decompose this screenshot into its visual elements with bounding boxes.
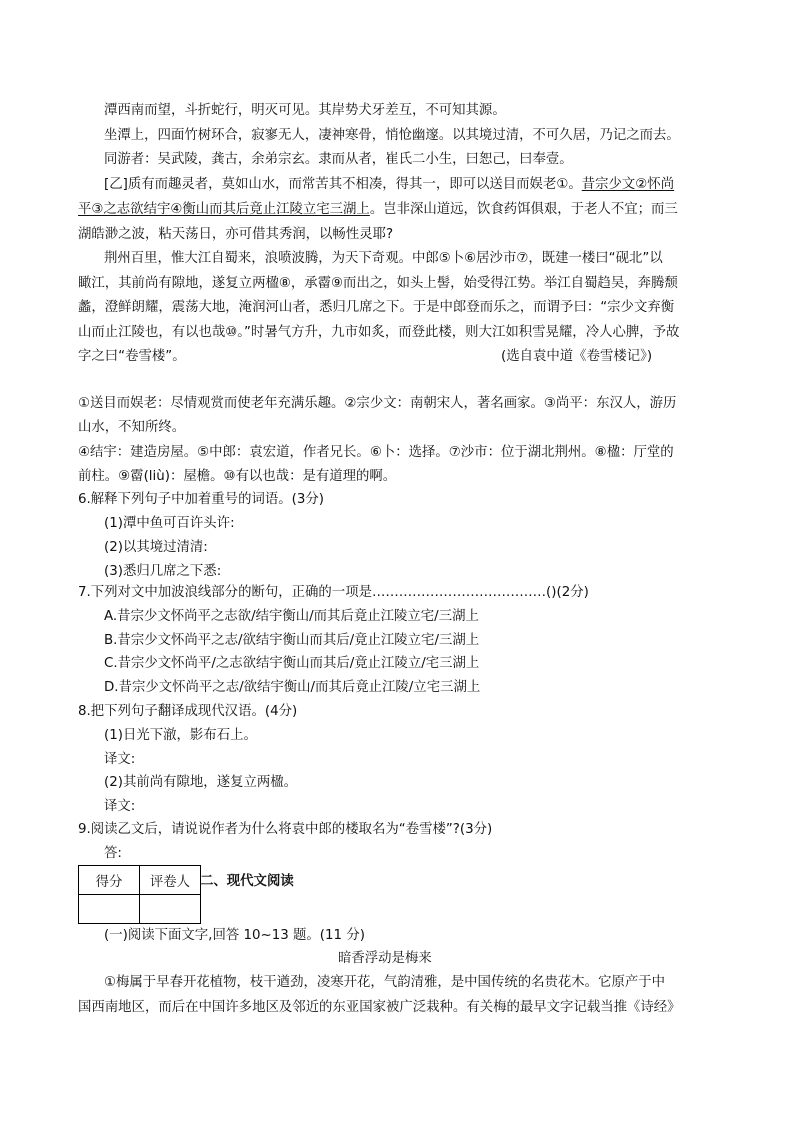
passage-yi-line	[78, 200, 678, 220]
answer-label: 译文:	[104, 752, 136, 767]
passage-line: 字之曰“卷雪楼”。	[78, 349, 186, 364]
note-line: 前柱。⑨霤(liù)：屋檐。⑩有以也哉：是有道理的啊。	[78, 469, 397, 484]
question-7-option-b: B.昔宗少文怀尚平之志/欲结宇衡山而其后/竟止江陵立宅/三湖上	[104, 633, 480, 648]
question-8-item: (1)日光下澈，影布石上。	[104, 728, 257, 743]
question-6-item: (3)悉归几席之下悉:	[104, 564, 222, 579]
passage-line: 瞰江，其前尚有隙地，遂复立两楹⑧，承霤⑨而出之，如头上髻，始受得江势。举江自蜀趋吴，奔腾颓	[78, 276, 678, 291]
wavy-underlined-text: 昔宗少文②怀尚	[581, 177, 675, 192]
answer-label: 答:	[104, 846, 122, 861]
passage-text: 。岂非深山道远，饮食药饵俱艰，于老人不宜；而三	[369, 202, 678, 217]
passage-line: 荆州百里，惟大江自蜀来，浪喷波腾，为天下奇观。中郎⑤卜⑥居沙市⑦，既建一楼曰“砚北”以	[104, 251, 663, 266]
section-heading: 二、现代文阅读	[200, 874, 294, 889]
answer-label: 译文:	[104, 799, 136, 814]
question-7: 7.下列对文中加波浪线部分的断句，正确的一项是…………………………………()(2分)	[78, 585, 589, 600]
passage-yi-line	[104, 175, 674, 195]
question-6-item: (1)潭中鱼可百许头许:	[104, 516, 235, 531]
question-8: 8.把下列句子翻译成现代汉语。(4分)	[78, 704, 298, 719]
passage-line: 湖皓渺之波，粘天荡日，亦可借其秀润，以畅性灵耶?	[78, 227, 394, 242]
wavy-underlined-text: 平③之志欲结宇④衡山而其后竟止江陵立宅三湖上	[78, 202, 370, 217]
note-line: ①送目而娱老：尽情观赏而使老年充满乐趣。②宗少文：南朝宋人，著名画家。③尚平：东汉人，游历	[78, 396, 677, 411]
grader-header: 评卷人	[140, 866, 201, 895]
note-line: 山水，不知所终。	[78, 420, 186, 435]
question-7-option-d: D.昔宗少文怀尚平之志/欲结宇衡山/而其后竟止江陵/立宅三湖上	[104, 680, 481, 695]
passage-line: 同游者：吴武陵，龚古，余弟宗玄。隶而从者，崔氏二小生，曰恕己，曰奉壹。	[104, 152, 573, 167]
section-intro: (一)阅读下面文字,回答 10~13 题。(11 分)	[104, 928, 365, 943]
question-6-item: (2)以其境过清清:	[104, 540, 208, 555]
question-9: 9.阅读乙文后，请说说作者为什么将袁中郎的楼取名为“卷雪楼”?(3分)	[78, 822, 493, 837]
passage-source: (选自袁中道《卷雪楼记》)	[501, 349, 653, 364]
score-table	[78, 865, 201, 924]
question-7-option-a: A.昔宗少文怀尚平之志欲/结宇衡山/而其后竟止江陵立宅/三湖上	[104, 609, 479, 624]
article-line: 国西南地区，而后在中国许多地区及邻近的东亚国家被广泛栽种。有关梅的最早文字记载当推《诗经》	[78, 1000, 681, 1015]
score-header: 得分	[79, 866, 140, 895]
grader-cell[interactable]	[140, 895, 201, 924]
question-7-option-c: C.昔宗少文怀尚平/之志欲结宇衡山而其后/竟止江陵立/宅三湖上	[104, 656, 480, 671]
passage-text: [乙]质有而趣灵者，莫如山水，而常苦其不相凑，得其一，即可以送目而娱老①。	[104, 177, 582, 192]
article-line: ①梅属于早春开花植物，枝干遒劲，凌寒开花，气韵清雅，是中国传统的名贵花木。它原产于中	[104, 975, 666, 990]
score-cell[interactable]	[79, 895, 140, 924]
passage-line: 坐潭上，四面竹树环合，寂寥无人，凄神寒骨，悄怆幽邃。以其境过清，不可久居，乃记之而去。	[104, 128, 680, 143]
passage-line: 潭西南而望，斗折蛇行，明灭可见。其岸势犬牙差互，不可知其源。	[104, 103, 506, 118]
question-8-item: (2)其前尚有隙地，遂复立两楹。	[104, 775, 298, 790]
passage-line: 山而止江陵也，有以也哉⑩。”时暑气方升，九市如炙，而登此楼，则大江如积雪晃耀，冷人心脾，予故	[78, 325, 680, 340]
passage-line: 蠡，澄鲜朗耀，震荡大地，淹润河山者，悉归几席之下。于是中郎登而乐之，而谓予曰：“宗少文弃衡	[78, 300, 675, 315]
note-line: ④结宇：建造房屋。⑤中郎：袁宏道，作者兄长。⑥卜：选择。⑦沙市：位于湖北荆州。⑧楹：厅堂的	[78, 445, 674, 460]
question-6: 6.解释下列句子中加着重号的词语。(3分)	[78, 492, 324, 507]
article-title: 暗香浮动是梅来	[338, 951, 432, 966]
